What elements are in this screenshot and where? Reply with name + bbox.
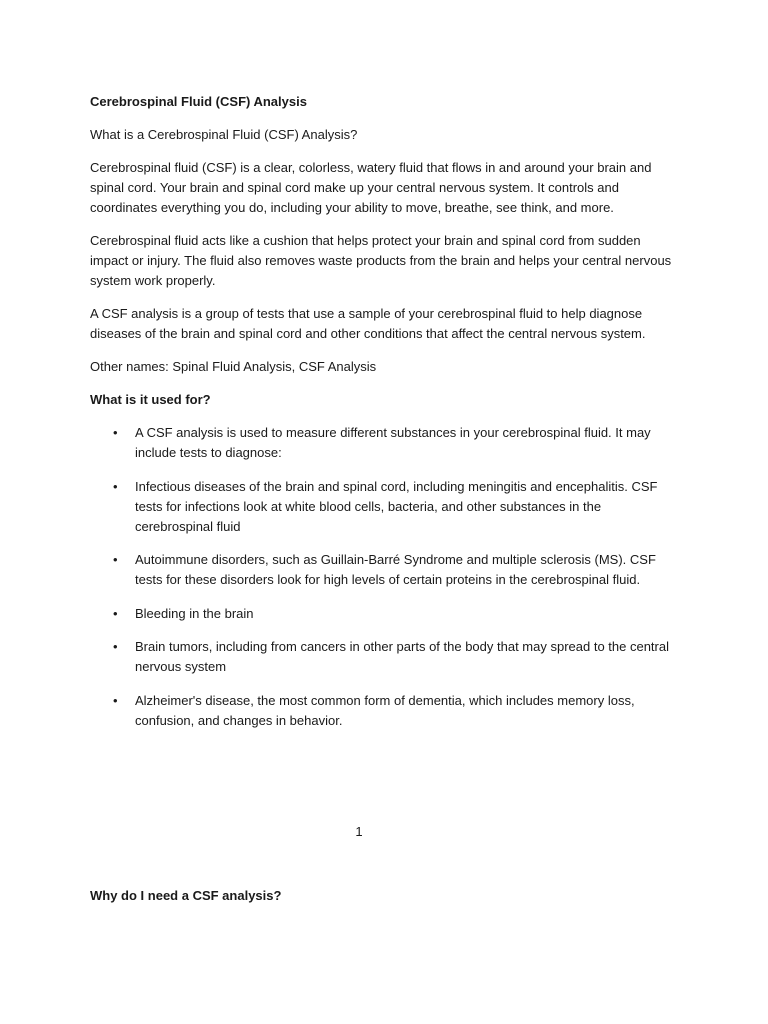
list-item-text: Autoimmune disorders, such as Guillain-Barré Syndrome and multiple sclerosis (MS). CSF tests for these disorders look for high levels of certain proteins in the cerebrospinal fluid. xyxy=(135,552,656,587)
list-item xyxy=(90,604,680,624)
list-item-text: Alzheimer's disease, the most common form of dementia, which includes memory loss, confusion, and changes in behavior. xyxy=(135,692,635,728)
list-item xyxy=(90,550,680,590)
list-item xyxy=(90,637,680,677)
list-item-text: Brain tumors, including from cancers in other parts of the body that may spread to the central nervous system xyxy=(135,639,669,674)
list-item-text: Bleeding in the brain xyxy=(135,605,254,621)
section-heading-why-needed: Why do I need a CSF analysis? xyxy=(90,888,282,903)
bullet-icon: • xyxy=(113,478,118,494)
bullet-icon: • xyxy=(113,692,118,708)
list-item xyxy=(90,423,680,463)
list-item-text: A CSF analysis is used to measure different substances in your cerebrospinal fluid. It may include tests to diagnose: xyxy=(135,425,651,460)
page-content xyxy=(90,92,680,744)
uses-list xyxy=(90,423,680,731)
page-number: 1 xyxy=(355,824,363,839)
bullet-icon: • xyxy=(113,552,118,567)
list-item xyxy=(90,477,680,537)
paragraph-other-names: Other names: Spinal Fluid Analysis, CSF Analysis xyxy=(90,359,377,374)
bullet-icon: • xyxy=(113,425,118,440)
section-heading-uses: What is it used for? xyxy=(90,392,211,407)
list-item xyxy=(90,691,680,731)
paragraph-csf-function: Cerebrospinal fluid acts like a cushion that helps protect your brain and spinal cord from sudden impact or injury. The fluid also removes waste products from the brain and helps your central nervous system work properly. xyxy=(90,233,672,288)
bullet-icon: • xyxy=(113,639,118,654)
paragraph-csf-analysis: A CSF analysis is a group of tests that use a sample of your cerebrospinal fluid to help diagnose diseases of the brain and spinal cord and other conditions that affect the central nervous system. xyxy=(90,306,646,341)
bullet-icon: • xyxy=(113,605,118,621)
document-title: Cerebrospinal Fluid (CSF) Analysis xyxy=(90,94,307,109)
paragraph-csf-definition: Cerebrospinal fluid (CSF) is a clear, colorless, watery fluid that flows in and around your brain and spinal cord. Your brain and spinal cord make up your central nervous system. It controls and coordinates everything you do, including your ability to move, breathe, see think, and more. xyxy=(90,160,652,215)
list-item-text: Infectious diseases of the brain and spinal cord, including meningitis and encephalitis. CSF tests for infections look at white blood cells, bacteria, and other substances in the cerebrospinal fluid xyxy=(135,478,658,534)
document-subtitle: What is a Cerebrospinal Fluid (CSF) Analysis? xyxy=(90,127,358,142)
